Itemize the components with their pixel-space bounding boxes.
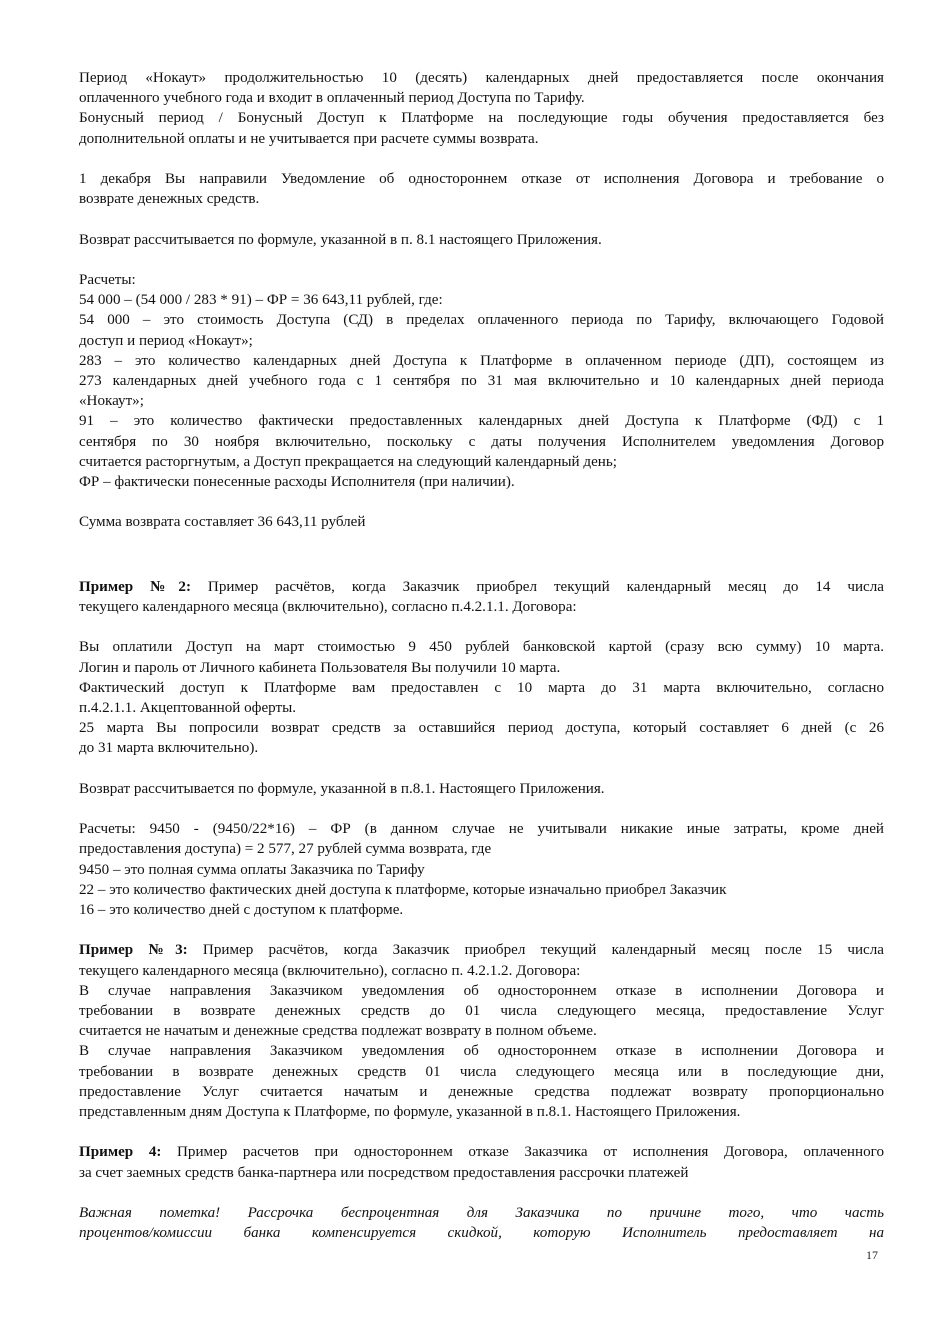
text-line: доступ и период «Нокаут»; (79, 332, 253, 349)
text-line: п.4.2.1.1. Акцептованной оферты. (79, 700, 297, 716)
text-line: требовании в возврате денежных средств до 01 числа следующего месяца, предоставление Услуг (79, 1003, 884, 1019)
refund-total-line: Сумма возврата составляет 36 643,11 рублей (79, 514, 366, 531)
page-number: 17 (866, 1248, 878, 1262)
text-line: предоставление Услуг считается начатым и денежные средства подлежат возврату пропорционально (79, 1083, 884, 1100)
text-line: 1 декабря Вы направили Уведомление об одностороннем отказе от исполнения Договора и требование о (79, 171, 884, 187)
text-line: сентября по 30 ноября включительно, поскольку с даты получения Исполнителем уведомления Договор (79, 433, 884, 450)
text-line: Возврат рассчитывается по формуле, указанной в п. 8.1 настоящего Приложения. (79, 231, 602, 248)
text-line: представленным дням Доступа к Платформе, по формуле, указанной в п.8.1. Настоящего Приложения. (79, 1104, 741, 1121)
text-line: 22 – это количество фактических дней доступа к платформе, которые изначально приобрел Заказчик (79, 881, 727, 898)
text-line: текущего календарного месяца (включительно), согласно п. 4.2.1.2. Договора: (79, 962, 581, 979)
text-line: 16 – это количество дней с доступом к платформе. (79, 902, 404, 918)
example-4-heading (79, 1142, 884, 1162)
text-line: Вы оплатили Доступ на март стоимостью 9 450 рублей банковской картой (сразу всю сумму) 10 марта. (79, 639, 884, 656)
text-line: Расчеты: (79, 271, 136, 288)
text-line: требовании в возврате денежных средств 01 числа следующего месяца или в последующие дни, (79, 1063, 884, 1080)
example-2-heading (79, 577, 884, 597)
text-fragment: Пример расчётов, когда Заказчик приобрел текущий календарный месяц после 15 числа (187, 942, 884, 959)
text-line: Период «Нокаут» продолжительностью 10 (десять) календарных дней предоставляется после окончания (79, 70, 884, 86)
text-line: Возврат рассчитывается по формуле, указанной в п.8.1. Настоящего Приложения. (79, 780, 605, 797)
text-line: 25 марта Вы попросили возврат средств за оставшийся период доступа, который составляет 6 дней (с 26 (79, 720, 884, 737)
text-line: В случае направления Заказчиком уведомления об одностороннем отказе в исполнении Договора и (79, 982, 884, 999)
text-line: 9450 – это полная сумма оплаты Заказчика по Тарифу (79, 861, 425, 878)
text-line: «Нокаут»; (79, 393, 144, 410)
text-fragment: Пример расчетов при одностороннем отказе Заказчика от исполнения Договора, оплаченного (161, 1144, 884, 1161)
text-line: Бонусный период / Бонусный Доступ к Платформе на последующие годы обучения предоставляется без (79, 110, 884, 127)
text-line: 91 – это количество фактически предоставленных календарных дней Доступа к Платформе (ФД) с 1 (79, 413, 884, 430)
text-line: текущего календарного месяца (включительно), согласно п.4.2.1.1. Договора: (79, 599, 577, 615)
text-line: 273 календарных дней учебного года с 1 сентября по 31 мая включительно и 10 календарных дней периода (79, 373, 884, 389)
text-line: возврате денежных средств. (79, 191, 260, 208)
text-line: считается расторгнутым, а Доступ прекращается на следующий календарный день; (79, 453, 617, 470)
text-line: 54 000 – это стоимость Доступа (СД) в пределах оплаченного периода по Тарифу, включающего Годовой (79, 312, 884, 329)
text-line: считается не начатым и денежные средства подлежат возврату в полном объеме. (79, 1023, 597, 1040)
important-note-line: Важная пометка! Рассрочка беспроцентная для Заказчика по причине того, что часть (79, 1205, 884, 1221)
text-line: предоставления доступа) = 2 577, 27 рублей сумма возврата, где (79, 841, 492, 858)
text-line: ФР – фактически понесенные расходы Исполнителя (при наличии). (79, 474, 515, 491)
important-note-line: процентов/комиссии банка компенсируется скидкой, которую Исполнитель предоставляет на (79, 1225, 884, 1242)
text-line: 54 000 – (54 000 / 283 * 91) – ФР = 36 643,11 рублей, где: (79, 292, 443, 309)
text-line: В случае направления Заказчиком уведомления об одностороннем отказе в исполнении Договора и (79, 1043, 884, 1060)
text-line: Расчеты: 9450 - (9450/22*16) – ФР (в данном случае не учитывали никакие иные затраты, кроме дней (79, 821, 884, 838)
text-line: за счет заемных средств банка-партнера или посредством предоставления рассрочки платежей (79, 1164, 689, 1181)
document-body (79, 68, 884, 1243)
text-line: 283 – это количество календарных дней Доступа к Платформе в оплаченном периоде (ДП), состоящем из (79, 352, 884, 369)
text-line: до 31 марта включительно). (79, 740, 259, 757)
text-line: оплаченного учебного года и входит в оплаченный период Доступа по Тарифу. (79, 90, 585, 107)
example-3-heading (79, 940, 884, 960)
example-4-label: Пример 4: (79, 1144, 162, 1161)
text-line: Фактический доступ к Платформе вам предоставлен с 10 марта до 31 марта включительно, согласно (79, 679, 884, 696)
example-3-label: Пример №3: (79, 942, 188, 959)
text-fragment: Пример расчётов, когда Заказчик приобрел текущий календарный месяц до 14 числа (191, 578, 884, 595)
text-line: дополнительной оплаты и не учитывается при расчете суммы возврата. (79, 130, 539, 147)
example-2-label: Пример №2: (79, 578, 191, 595)
text-line: Логин и пароль от Личного кабинета Пользователя Вы получили 10 марта. (79, 659, 561, 676)
